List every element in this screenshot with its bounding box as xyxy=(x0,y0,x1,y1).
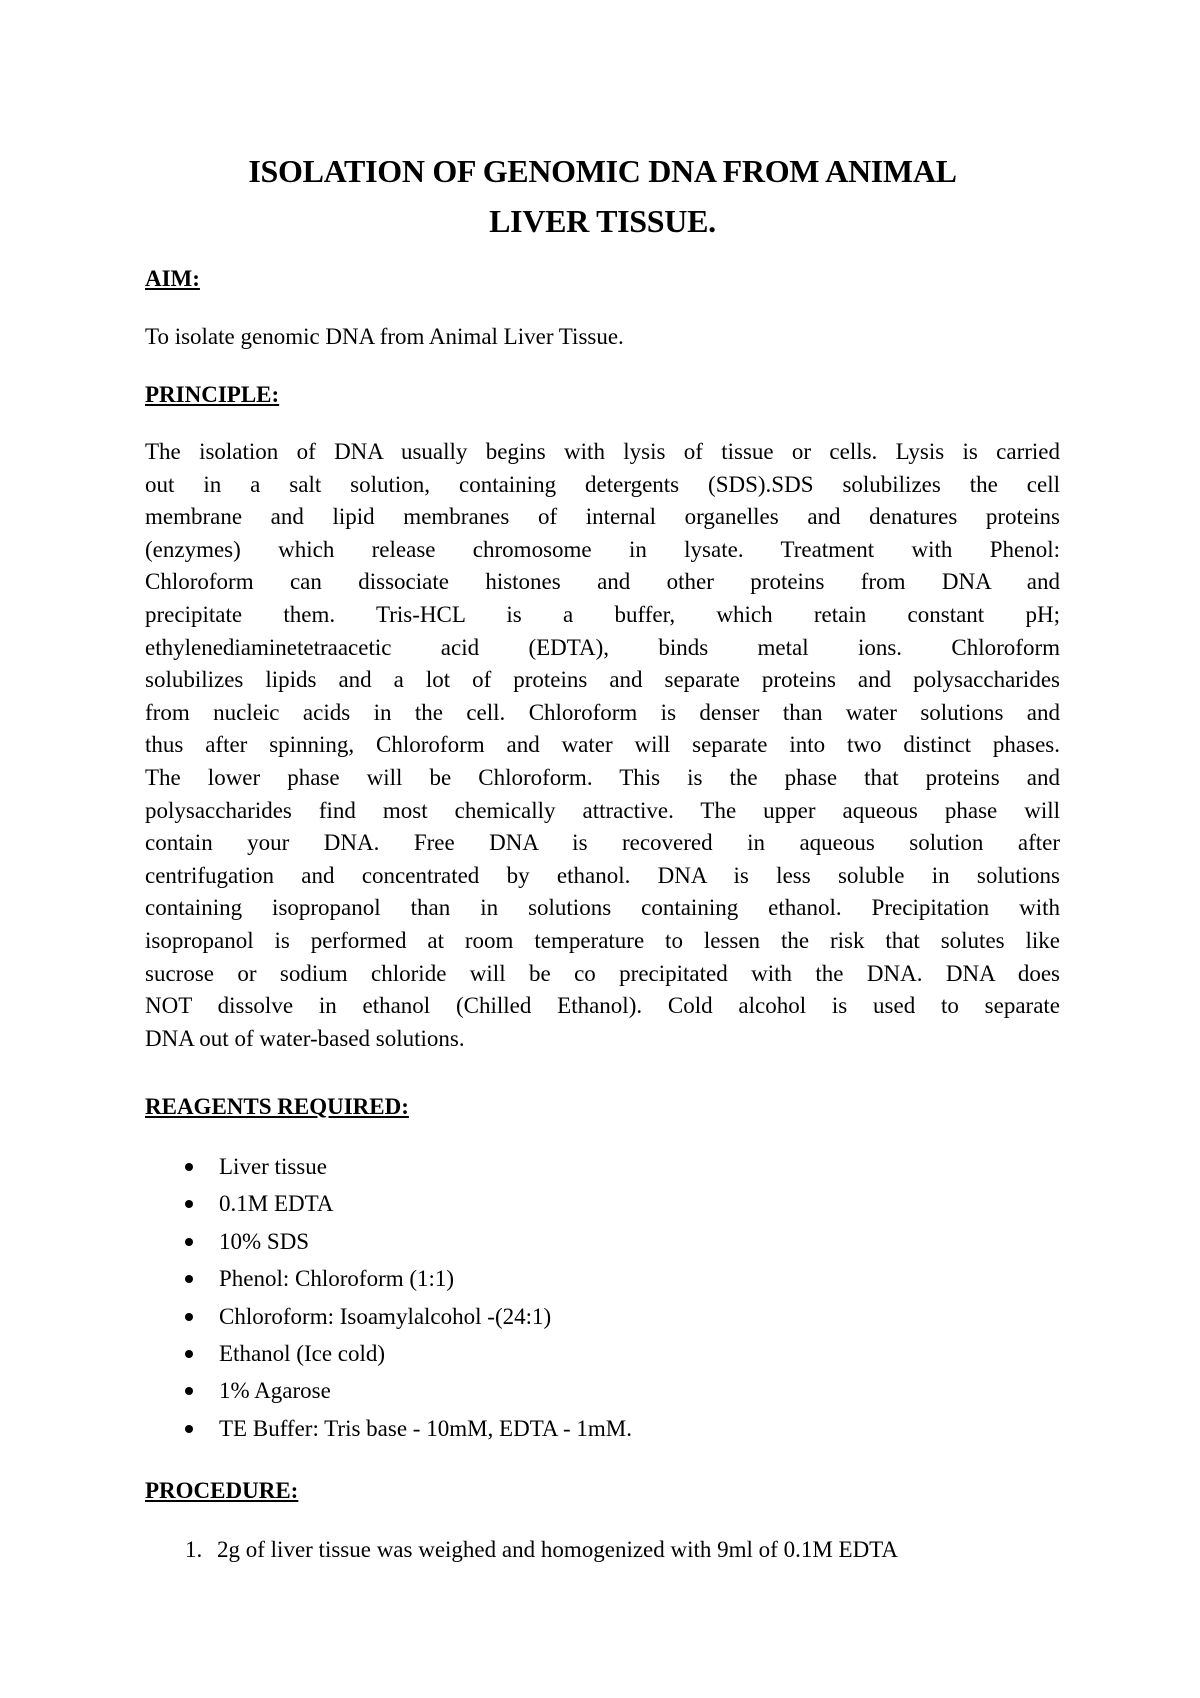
reagents-heading: REAGENTS REQUIRED: xyxy=(145,1094,409,1119)
principle-line: precipitate them. Tris-HCL is a buffer, which retain constant pH; xyxy=(145,601,1060,627)
reagent-item xyxy=(145,1335,632,1372)
step-text: 2g of liver tissue was weighed and homogenized with 9ml of 0.1M EDTA xyxy=(217,1537,899,1562)
step-number: 1. xyxy=(185,1537,203,1562)
procedure-steps xyxy=(145,1532,898,1568)
principle-line: contain your DNA. Free DNA is recovered in aqueous solution after xyxy=(145,830,1060,856)
bullet-icon xyxy=(185,1313,193,1321)
principle-line: NOT dissolve in ethanol (Chilled Ethanol). Cold alcohol is used to separate xyxy=(145,993,1060,1019)
principle-line: Chloroform can dissociate histones and other proteins from DNA and xyxy=(145,569,1060,595)
title-line-2: LIVER TISSUE. xyxy=(489,203,716,239)
principle-line: (enzymes) which release chromosome in lysate. Treatment with Phenol: xyxy=(145,536,1060,562)
principle-line: from nucleic acids in the cell. Chloroform is denser than water solutions and xyxy=(145,699,1060,725)
aim-heading: AIM: xyxy=(145,266,200,291)
principle-heading: PRINCIPLE: xyxy=(145,382,280,407)
bullet-icon xyxy=(185,1238,193,1246)
title-line-1: ISOLATION OF GENOMIC DNA FROM ANIMAL xyxy=(248,153,957,189)
bullet-icon xyxy=(185,1350,193,1358)
document-title xyxy=(145,146,1060,246)
principle-line: The lower phase will be Chloroform. This is the phase that proteins and xyxy=(145,764,1060,790)
principle-line: DNA out of water-based solutions. xyxy=(145,1025,465,1051)
reagent-item xyxy=(145,1260,632,1297)
reagent-item xyxy=(145,1298,632,1335)
principle-line: solubilizes lipids and a lot of proteins and separate proteins and polysaccharides xyxy=(145,667,1060,693)
reagent-label: Liver tissue xyxy=(219,1154,327,1179)
principle-paragraph xyxy=(145,436,1060,1055)
reagent-item xyxy=(145,1410,632,1447)
principle-line: membrane and lipid membranes of internal organelles and denatures proteins xyxy=(145,504,1060,530)
reagent-label: TE Buffer: Tris base - 10mM, EDTA - 1mM. xyxy=(219,1415,633,1441)
reagent-label: Phenol: Chloroform (1:1) xyxy=(219,1266,455,1292)
reagent-label: Ethanol (Ice cold) xyxy=(219,1340,386,1366)
reagent-item xyxy=(145,1372,632,1409)
reagent-item xyxy=(145,1223,632,1260)
principle-line: polysaccharides find most chemically attractive. The upper aqueous phase will xyxy=(145,797,1060,823)
principle-line: out in a salt solution, containing detergents (SDS).SDS solubilizes the cell xyxy=(145,471,1060,497)
principle-line: The isolation of DNA usually begins with lysis of tissue or cells. Lysis is carried xyxy=(145,439,1060,464)
bullet-icon xyxy=(185,1200,193,1208)
aim-text: To isolate genomic DNA from Animal Liver Tissue. xyxy=(145,324,624,349)
bullet-icon xyxy=(185,1163,193,1171)
reagent-label: 1% Agarose xyxy=(219,1378,331,1404)
bullet-icon xyxy=(185,1387,193,1395)
procedure-heading: PROCEDURE: xyxy=(145,1478,299,1503)
reagents-list xyxy=(145,1148,632,1447)
reagent-label: 0.1M EDTA xyxy=(219,1191,334,1217)
bullet-icon xyxy=(185,1275,193,1283)
principle-line: ethylenediaminetetraacetic acid (EDTA), binds metal ions. Chloroform xyxy=(145,634,1060,660)
principle-line: thus after spinning, Chloroform and water will separate into two distinct phases. xyxy=(145,732,1060,758)
reagent-item xyxy=(145,1148,632,1185)
principle-line: isopropanol is performed at room temperature to lessen the risk that solutes like xyxy=(145,927,1060,953)
procedure-step xyxy=(145,1532,898,1568)
principle-line: centrifugation and concentrated by ethanol. DNA is less soluble in solutions xyxy=(145,862,1060,888)
principle-line: sucrose or sodium chloride will be co precipitated with the DNA. DNA does xyxy=(145,960,1060,986)
reagent-item xyxy=(145,1185,632,1222)
bullet-icon xyxy=(185,1425,193,1433)
reagent-label: 10% SDS xyxy=(219,1228,310,1254)
principle-line: containing isopropanol than in solutions containing ethanol. Precipitation with xyxy=(145,895,1060,921)
reagent-label: Chloroform: Isoamylalcohol -(24:1) xyxy=(219,1303,552,1329)
